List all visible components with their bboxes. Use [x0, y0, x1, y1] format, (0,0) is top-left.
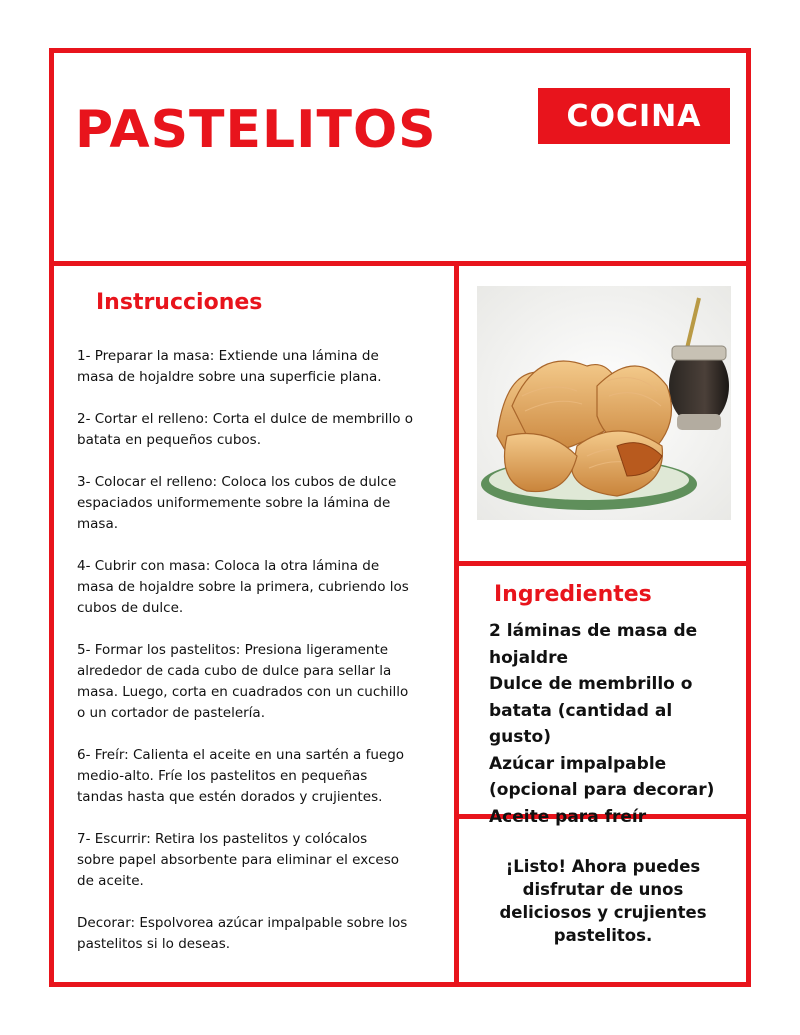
ingredient-item: 2 láminas de masa de hojaldre — [489, 621, 698, 668]
page-title: PASTELITOS — [75, 100, 437, 160]
ingredient-item: Azúcar impalpable (opcional para decorar) — [489, 753, 715, 800]
instruction-step: 3- Colocar el relleno: Coloca los cubos de dulce espaciados uniformemente sobre la lámina de masa. — [77, 474, 397, 532]
instruction-step: 1- Preparar la masa: Extiende una lámina de masa de hojaldre sobre una superficie plana. — [77, 348, 382, 385]
category-badge: COCINA — [538, 88, 730, 144]
closing-message: ¡Listo! Ahora puedes disfrutar de unos deliciosos y crujientes pastelitos. — [499, 857, 707, 945]
pastelitos-illustration — [477, 286, 731, 520]
instruction-step: Decorar: Espolvorea azúcar impalpable sobre los pastelitos si lo deseas. — [77, 915, 408, 952]
pastelitos-photo — [477, 286, 731, 520]
ingredients-list — [489, 618, 734, 830]
ingredients-heading: Ingredientes — [494, 582, 652, 607]
instructions-heading: Instrucciones — [96, 290, 263, 315]
instructions-list — [77, 346, 447, 976]
instruction-step: 6- Freír: Calienta el aceite en una sartén a fuego medio-alto. Fríe los pastelitos en pequeñas tandas hasta que estén dorados y crujientes. — [77, 747, 405, 805]
ingredient-item: Aceite para freír — [489, 806, 647, 827]
ingredient-item: Dulce de membrillo o batata (cantidad al gusto) — [489, 674, 693, 747]
photo-divider — [454, 561, 751, 566]
instruction-step: 5- Formar los pastelitos: Presiona ligeramente alrededor de cada cubo de dulce para sellar la masa. Luego, corta en cuadrados con un cuchillo o un cortador de pastelería. — [77, 642, 409, 721]
instruction-step: 2- Cortar el relleno: Corta el dulce de membrillo o batata en pequeños cubos. — [77, 411, 414, 448]
column-divider — [454, 261, 459, 987]
instruction-step: 4- Cubrir con masa: Coloca la otra lámina de masa de hojaldre sobre la primera, cubriendo los cubos de dulce. — [77, 558, 409, 616]
instruction-step: 7- Escurrir: Retira los pastelitos y colócalos sobre papel absorbente para eliminar el exceso de aceite. — [77, 831, 400, 889]
header-divider — [49, 261, 751, 266]
